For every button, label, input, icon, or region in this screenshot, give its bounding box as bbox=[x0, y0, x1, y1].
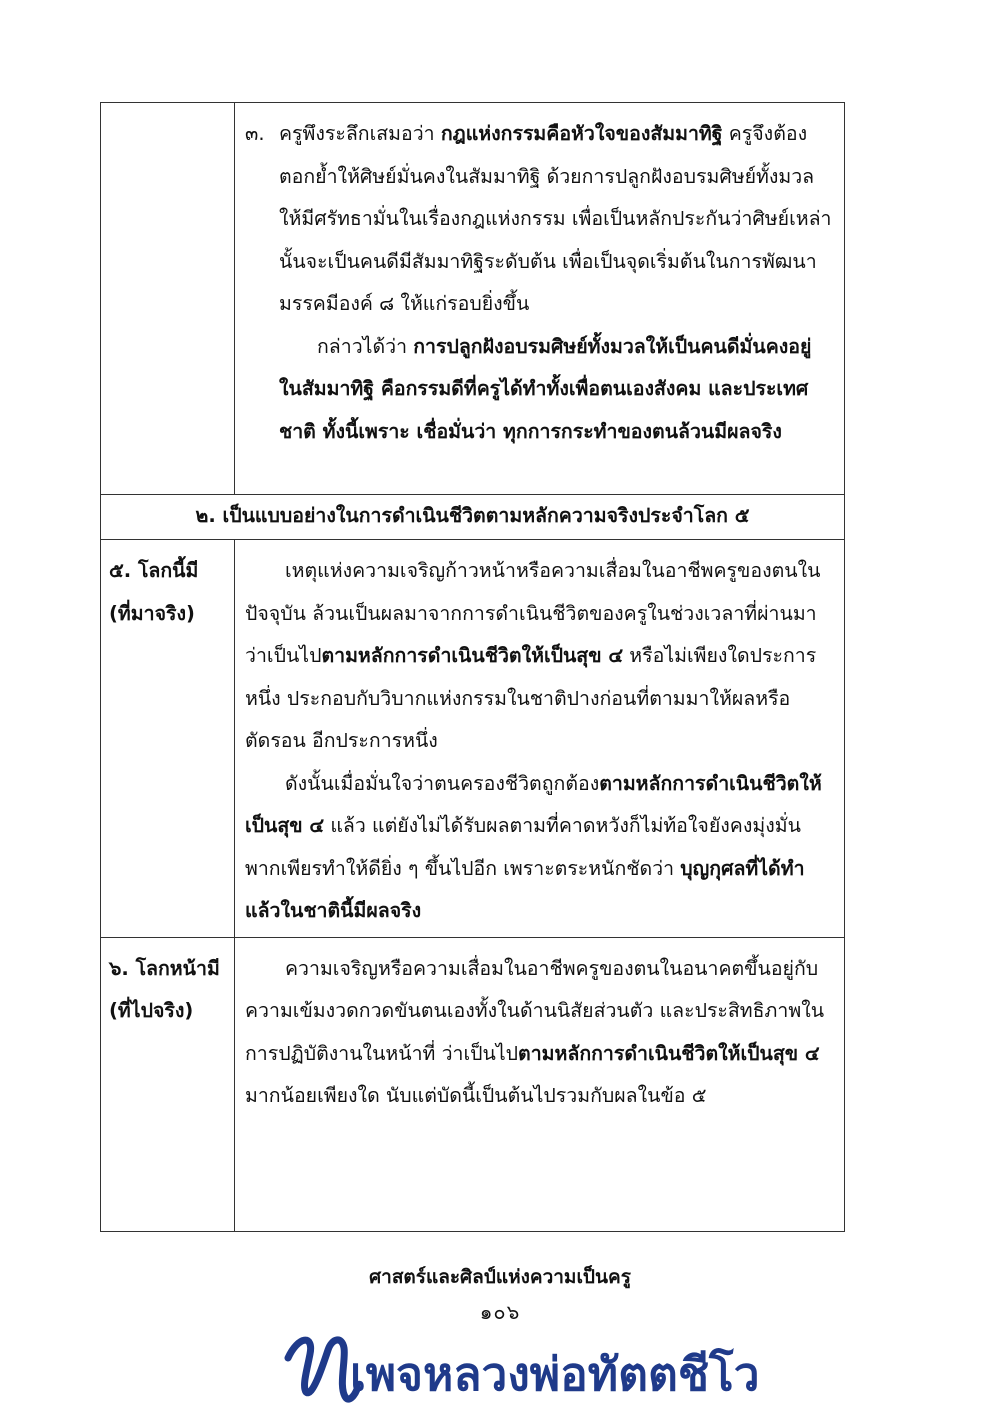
row-sublabel: (ที่ไปจริง) bbox=[109, 999, 194, 1022]
numbered-paragraph bbox=[245, 113, 834, 326]
content-cell bbox=[235, 540, 845, 938]
page-logo bbox=[280, 1328, 760, 1408]
text-run: ดังนั้นเมื่อมั่นใจว่าตนครองชีวิตถูกต้อง bbox=[285, 771, 600, 795]
text-run: ครูจึงต้องตอกย้ำให้ศิษย์มั่นคงในสัมมาทิฐิ ด้วยการปลูกฝังอบรมศิษย์ทั้งมวลให้มีศรัทธามั่นในเรื่องกฎแห่งกรรม เพื่อเป็นหลักประกันว่าศิษย์เหล่านั้นจะเป็นคนดีมีสัมมาทิฐิระดับต้น เพื่อเป็นจุดเริ่มต้นในการพัฒนามรรคมีองค์ ๘ ให้แก่รอบยิ่งขึ้น bbox=[279, 122, 832, 315]
summary-paragraph bbox=[245, 326, 834, 454]
paragraph-text bbox=[245, 948, 834, 1118]
paragraph-text bbox=[279, 113, 834, 326]
section-heading: ๒. เป็นแบบอย่างในการดำเนินชีวิตตามหลักความจริงประจำโลก ๕ bbox=[101, 495, 845, 540]
bold-text: ตามหลักการดำเนินชีวิตให้เป็นสุข ๔ bbox=[518, 1041, 820, 1065]
text-run: ความเจริญหรือความเสื่อมในอาชีพครูของตนในอนาคตขึ้นอยู่กับความเข้มงวดกวดขันตนเองทั้งในด้านนิสัยส่วนตัว และประสิทธิภาพในการปฏิบัติงานในหน้าที่ ว่าเป็นไป bbox=[245, 956, 825, 1065]
text-run: ครูพึงระลึกเสมอว่า bbox=[279, 122, 441, 145]
logo-text: เพจหลวงพ่อทัตตชีโว bbox=[350, 1347, 760, 1401]
bold-text: กฎแห่งกรรมคือหัวใจของสัมมาทิฐิ bbox=[440, 122, 723, 145]
text-run: หรือไม่เพียงใดประการหนึ่ง ประกอบกับวิบากแห่งกรรมในชาติปางก่อนที่ตามมาให้ผลหรือตัดรอน อีกประการหนึ่ง bbox=[245, 644, 817, 752]
bold-text: บุญกุศลที่ได้ทำแล้วในชาตินี้มีผลจริง bbox=[245, 856, 805, 922]
item-number: ๓. bbox=[245, 122, 265, 145]
text-run: เหตุแห่งความเจริญก้าวหน้าหรือความเสื่อมในอาชีพครูของตนในปัจจุบัน ล้วนเป็นผลมาจากการดำเนินชีวิตของครูในช่วงเวลาที่ผ่านมา ว่าเป็นไป bbox=[245, 559, 821, 667]
script-mark-icon bbox=[280, 1328, 360, 1408]
content-table bbox=[100, 102, 845, 1232]
paragraph-text bbox=[245, 550, 834, 763]
table-row bbox=[101, 540, 845, 938]
row-label: ๖. โลกหน้ามี bbox=[109, 956, 220, 980]
table-row bbox=[101, 103, 845, 495]
table-row bbox=[101, 937, 845, 1231]
book-title: ศาสตร์และศิลป์แห่งความเป็นครู bbox=[369, 1266, 631, 1288]
text-run: มากน้อยเพียงใด นับแต่บัดนี้เป็นต้นไปรวมกับผลในข้อ ๕ bbox=[245, 1084, 707, 1107]
label-cell bbox=[101, 937, 235, 1231]
row-label: ๕. โลกนี้มี bbox=[109, 559, 199, 582]
bold-text: ตามหลักการดำเนินชีวิตให้เป็นสุข ๔ bbox=[321, 644, 624, 667]
page-number: ๑๐๖ bbox=[479, 1300, 521, 1324]
bold-text: การปลูกฝังอบรมศิษย์ทั้งมวลให้เป็นคนดีมั่นคงอยู่ในสัมมาทิฐิ คือกรรมดีที่ครูได้ทำทั้งเพื่อตนเองสังคม และประเทศชาติ ทั้งนี้เพราะ เชื่อมั่นว่า ทุกการกระทำของตนล้วนมีผลจริง bbox=[279, 334, 812, 443]
text-run: แล้ว แต่ยังไม่ได้รับผลตามที่คาดหวังก็ไม่ท้อใจยังคงมุ่งมั่นพากเพียรทำให้ดียิ่ง ๆ ขึ้นไปอีก เพราะตระหนักชัดว่า bbox=[245, 814, 801, 880]
label-cell bbox=[101, 540, 235, 938]
bold-text: ตามหลักการดำเนินชีวิตให้เป็นสุข ๔ bbox=[245, 771, 822, 837]
empty-label-cell bbox=[101, 103, 235, 495]
paragraph-text bbox=[245, 763, 834, 933]
content-cell bbox=[235, 937, 845, 1231]
row-sublabel: (ที่มาจริง) bbox=[109, 601, 195, 625]
text-run: กล่าวได้ว่า bbox=[317, 334, 414, 358]
section-heading-row bbox=[101, 495, 845, 540]
content-cell bbox=[235, 103, 845, 495]
